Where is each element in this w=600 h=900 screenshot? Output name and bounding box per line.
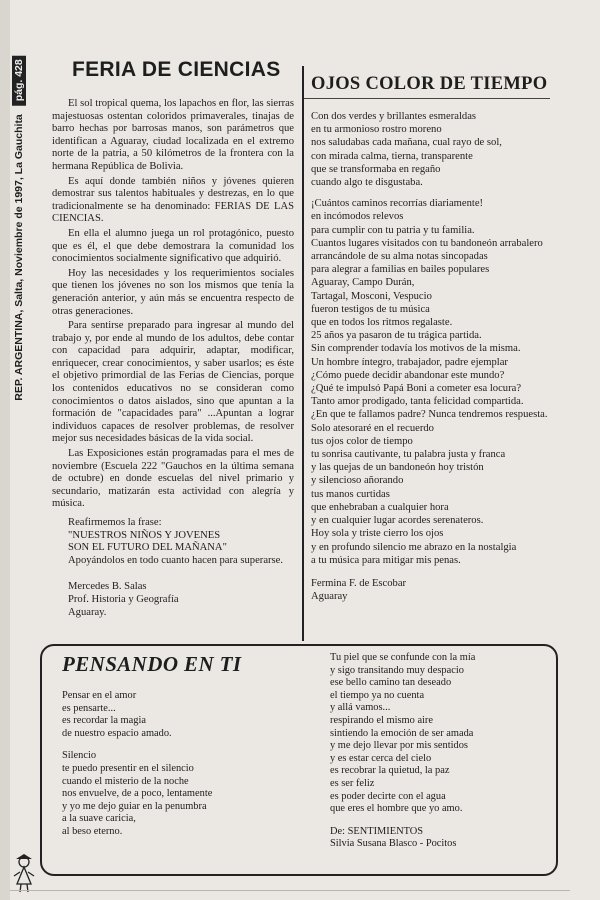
poem-line: que se transformaba en regaño: [311, 163, 441, 175]
poem-line: y es estar cerca del cielo: [330, 752, 432, 764]
poem-line: y en profundo silencio me abrazo en la nostalgia: [311, 541, 517, 553]
poem-line: te puedo presentir en el silencio: [62, 762, 194, 774]
poem-line: ese bello camino tan deseado: [330, 677, 452, 689]
poem-line: Hoy sola y triste cierro los ojos: [311, 528, 444, 540]
poem-line: y yo me dejo guiar en la penumbra: [62, 800, 207, 812]
feria-title: FERIA DE CIENCIAS: [72, 58, 281, 81]
poem-line: y las quejas de un bandoneón hoy tristón: [311, 462, 484, 474]
feria-author-role: Prof. Historia y Geografía: [68, 593, 179, 605]
poem-line: y me dejo llevar por mis sentidos: [330, 740, 468, 752]
poem-line: Con dos verdes y brillantes esmeraldas: [311, 111, 477, 122]
poem-line: a la suave caricia,: [62, 813, 136, 825]
pensando-box: [40, 644, 558, 876]
poem-line: de nuestro espacio amado.: [62, 727, 172, 739]
feria-quote: [68, 517, 294, 567]
poem-line: para alegrar a familias en bailes populares: [311, 264, 490, 276]
poem-line: Tanto amor prodigado, tanta felicidad compartida.: [311, 396, 524, 408]
pensando-left-column: [62, 690, 322, 839]
poem-line: es pensarte...: [62, 702, 116, 714]
ojos-author: Fermina F. de Escobar: [311, 577, 407, 589]
poem-line: respirando el mismo aire: [330, 714, 434, 726]
quote-line: "NUESTROS NIÑOS Y JOVENES: [68, 529, 221, 541]
poem-line: a tu música para mitigar mis penas.: [311, 554, 461, 566]
poem-line: es recordar la magia: [62, 715, 146, 727]
poem-line: en incómodos relevos: [311, 211, 404, 223]
poem-line: ¿En que te fallamos padre? Nunca tendremos respuesta.: [311, 409, 548, 421]
quote-line: SON EL FUTURO DEL MAÑANA": [68, 542, 227, 554]
poem-line: es poder decirte con el agua: [330, 790, 446, 802]
poem-line: el tiempo ya no cuenta: [330, 689, 425, 701]
poem-line: nos envuelve, de a poco, lentamente: [62, 788, 213, 800]
poem-line: ¿Cómo puede decidir abandonar este mundo?: [311, 369, 505, 381]
poem-line: es recobrar la quietud, la paz: [330, 765, 450, 777]
poem-line: arrancándole de su alma notas sincopadas: [311, 251, 488, 263]
poem-line: y silencioso añorando: [311, 475, 404, 487]
poem-line: Pensar en el amor: [62, 690, 137, 701]
poem-line: sintiendo la emoción de ser amada: [330, 727, 474, 739]
feria-author-place: Aguaray.: [68, 606, 107, 618]
poem-line: y en cualquier lugar acordes serenateros.: [311, 515, 484, 527]
poem-line: al beso eterno.: [62, 825, 123, 837]
poem-line: Un hombre íntegro, trabajador, padre ejemplar: [311, 356, 508, 368]
feria-paragraph: En ella el alumno juega un rol protagónico, puesto que es él, el que debe demostrara la comunidad los conocimientos socialmente significativo que adquirió.: [52, 227, 294, 265]
feria-paragraph: El sol tropical quema, los lapachos en flor, las sierras majestuosas ostentan coloridos primaverales, tinajas de barro hechas por barrosas manos, son parámetros que identifican a Aguaray, ciudad localizada en el extremo norte de la patria, a 50 kilómetros de la frontera con la hermana República de Bolivia.: [52, 98, 294, 172]
poem-line: con mirada calma, tierna, transparente: [311, 150, 473, 162]
ojos-title: OJOS COLOR DE TIEMPO: [311, 74, 548, 94]
feria-paragraph: Hoy las necesidades y los requerimientos sociales que tienen los jóvenes no son los mismos que tenía la generación anterior, y aún más se encuentra respecto de otras generaciones.: [52, 267, 294, 317]
poem-line: Solo atesoraré en el recuerdo: [311, 422, 434, 434]
stanza-gap: [62, 740, 322, 750]
pensando-title: PENSANDO EN TI: [62, 652, 242, 676]
feria-paragraph: Es aquí donde también niños y jóvenes quieren demostrar sus talentos habituales y destrezas, en lo que tradicionalmente se ha denominado: FERIAS DE LAS CIENCIAS.: [52, 175, 294, 225]
poem-line: cuando el misterio de la noche: [62, 775, 189, 787]
feria-author: Mercedes B. Salas: [68, 581, 147, 593]
pensando-right-column: [330, 652, 550, 851]
ojos-poem: [311, 110, 573, 603]
page-number-badge: pág. 428: [12, 55, 26, 105]
side-header-text: REP. ARGENTINA, Salta, Noviembre de 1997, La Gauchita: [13, 114, 25, 401]
poem-line: Silencio: [62, 750, 97, 762]
poem-line: que eres el hombre que yo amo.: [330, 803, 463, 815]
poem-line: Aguaray, Campo Durán,: [311, 277, 415, 289]
poem-line: es ser feliz: [330, 777, 375, 789]
page-bottom-rule: [10, 890, 570, 891]
ojos-signature: [311, 577, 573, 603]
ojos-title-rule: [304, 98, 550, 99]
quote-intro: Reafirmemos la frase:: [68, 517, 162, 528]
pensando-source: De: SENTIMIENTOS: [330, 825, 424, 837]
gauchita-mascot-icon: [12, 852, 36, 894]
side-header: [6, 58, 32, 401]
poem-line: ¡Cuántos caminos recorrías diariamente!: [311, 198, 484, 210]
poem-line: fueron testigos de tu música: [311, 303, 430, 315]
ojos-stanza-1: [311, 110, 573, 189]
poem-line: 25 años ya pasaron de tu trágica partida.: [311, 330, 482, 342]
column-divider: [302, 66, 304, 641]
poem-line: y sigo transitando muy despacio: [330, 664, 464, 676]
pensando-author: Silvia Susana Blasco - Pocitos: [330, 838, 457, 850]
poem-line: y allá vamos...: [330, 702, 391, 714]
ojos-place: Aguaray: [311, 591, 348, 603]
poem-line: ¿Qué te impulsó Papá Boni a cometer esa locura?: [311, 383, 522, 395]
poem-line: nos saludabas cada mañana, cual rayo de sol,: [311, 137, 502, 149]
feria-paragraph: Para sentirse preparado para ingresar al mundo del trabajo y, por ende al mundo de los adultos, debe contar con capacidad para adquirir, adaptar, modificar, enriquecer, crear conocimientos, y saber usarlos; es éste el objetivo primordial de las Ferias de Ciencias, porque los contenidos educativos no se consideran como conocimientos o datos aislados, sino que apuntan a la formación de "capacidades para" ...Apuntan a lograr individuos capaces de resolver problemas, de resolver mejor sus necesidades básicas de la vida social.: [52, 320, 294, 445]
poem-line: Tartagal, Mosconi, Vespucio: [311, 290, 432, 302]
quote-after: Apoyándolos en todo cuanto hacen para superarse.: [68, 554, 284, 566]
poem-line: tus manos curtidas: [311, 488, 390, 500]
feria-article: [52, 98, 294, 619]
feria-signature: [68, 581, 294, 619]
poem-line: tu sonrisa cautivante, tu palabra justa y franca: [311, 449, 506, 461]
poem-line: que enhebraban a cualquier hora: [311, 501, 449, 513]
poem-line: Tu piel que se confunde con la mía: [330, 652, 476, 663]
poem-line: cuando algo te disgustaba.: [311, 177, 423, 189]
poem-line: tus ojos color de tiempo: [311, 435, 413, 447]
poem-line: Cuantos lugares visitados con tu bandoneón arrabalero: [311, 237, 543, 249]
pensando-signature: [330, 826, 550, 851]
poem-line: en tu armonioso rostro moreno: [311, 124, 442, 136]
feria-paragraph: Las Exposiciones están programadas para el mes de noviembre (Escuela 222 "Gauchos en la última semana de octubre) en donde escuelas del nivel primario y secundario, matizarán esta actividad con alegría y música.: [52, 448, 294, 510]
ojos-stanza-2: [311, 197, 573, 567]
poem-line: que en todos los ritmos regalaste.: [311, 317, 453, 329]
poem-line: Sin comprender todavía los motivos de la misma.: [311, 343, 521, 355]
poem-line: para cumplir con tu patria y tu familia.: [311, 224, 475, 236]
